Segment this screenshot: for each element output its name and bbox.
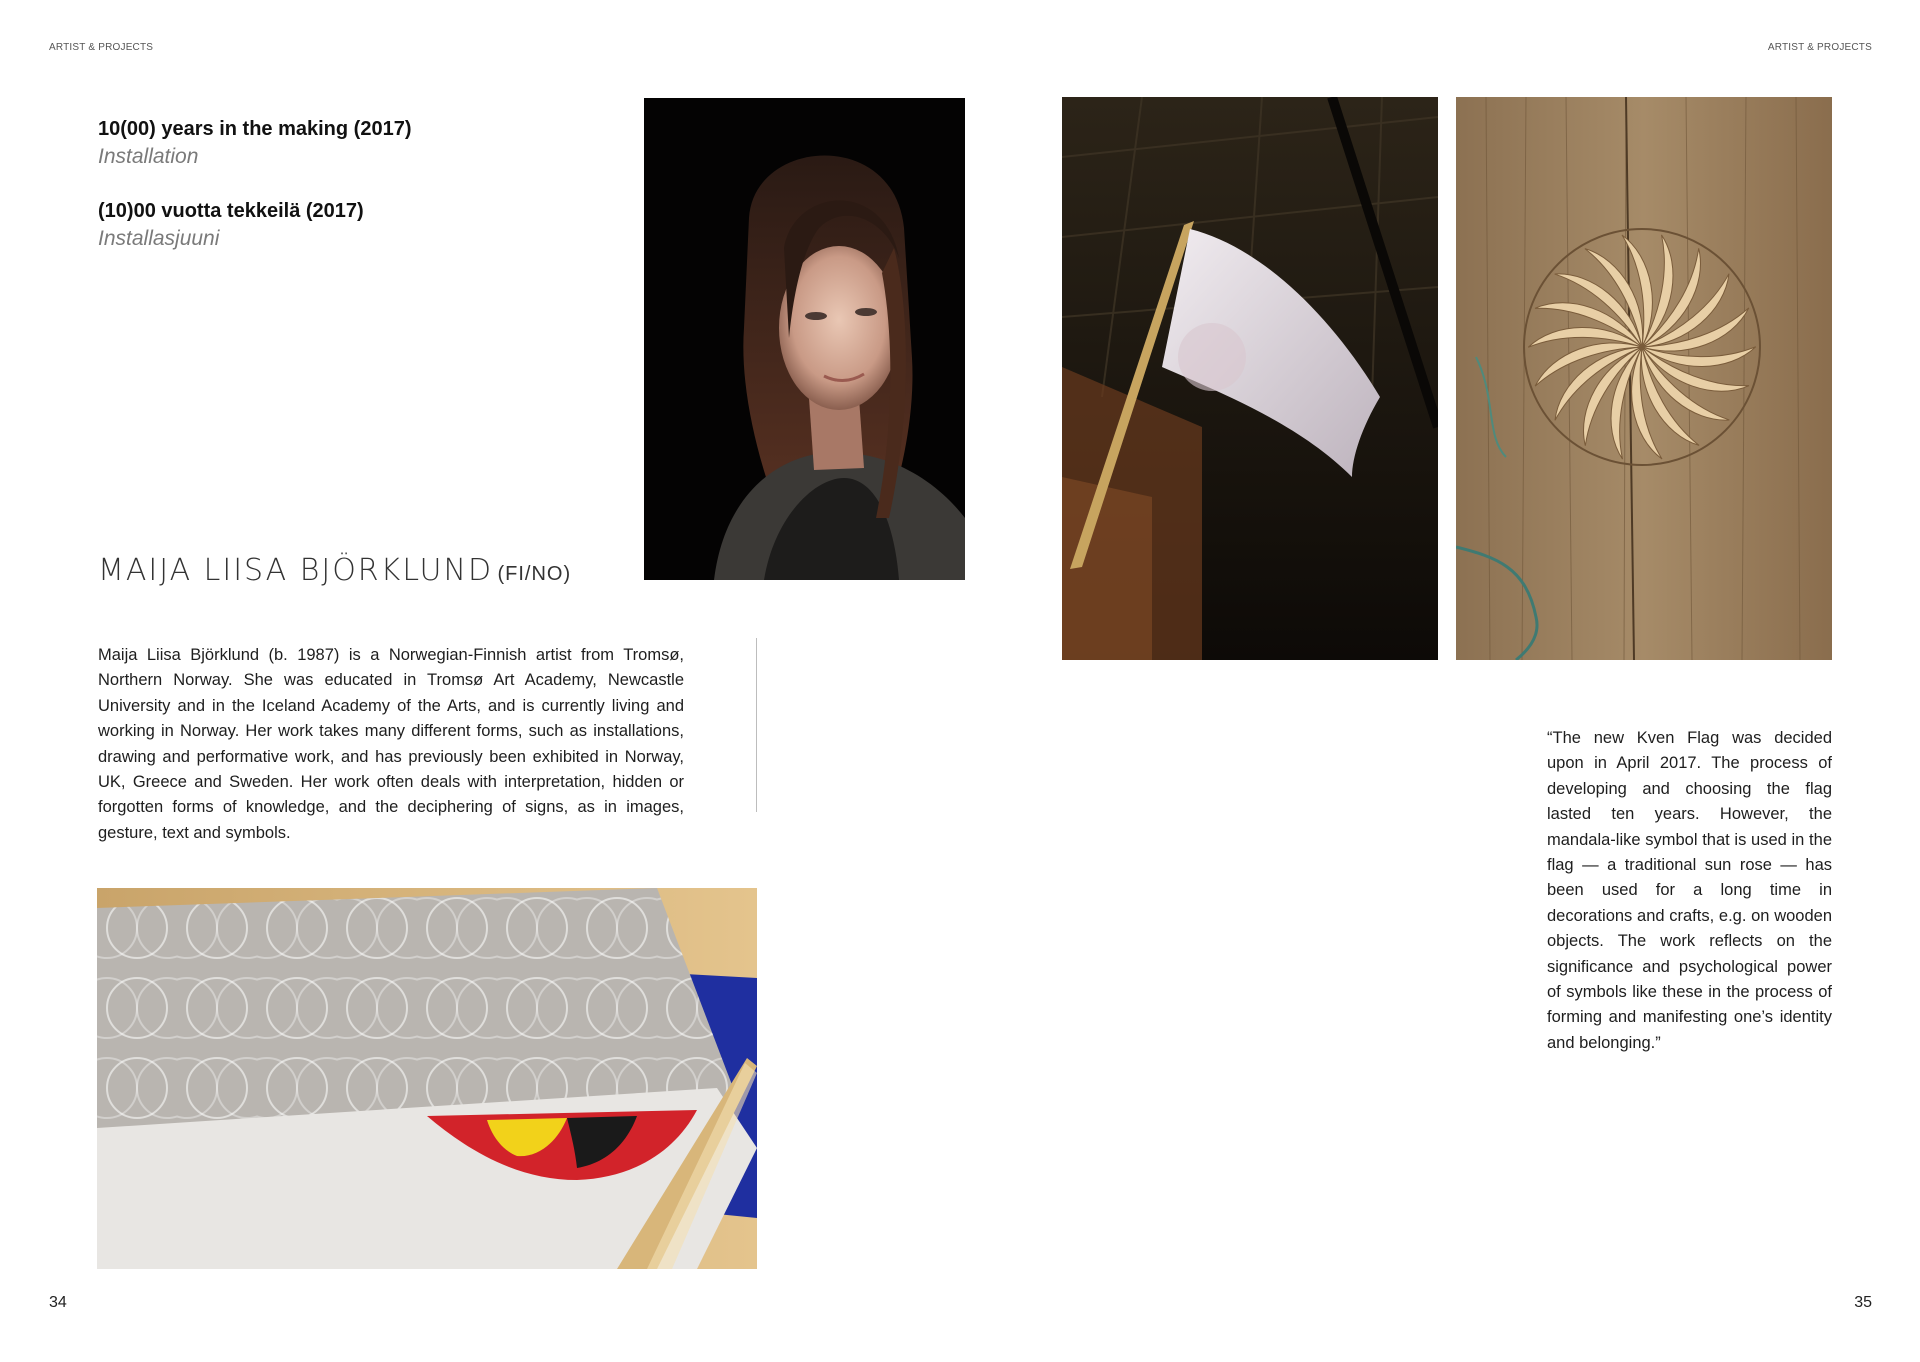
artist-quote: “The new Kven Flag was decided upon in April 2017. The process of developing and choosing the flag lasted ten years. However, the mandala-like symbol that is used in the flag — a traditional sun rose — has been used for a long time in decorations and crafts, e.g. on wooden objects. The work reflects on the significance and psychological power of symbols like these in the process of forming and manifesting one’s identity and belonging.” — [1547, 729, 1832, 1052]
work-title-block — [98, 116, 578, 252]
flag-installation-photo — [1062, 97, 1438, 660]
artist-heading — [98, 553, 571, 588]
sun-rose-carving-photo — [1456, 97, 1832, 660]
work-title-fi: (10)00 vuotta tekkeilä (2017) — [98, 200, 364, 222]
work-title-en: 10(00) years in the making (2017) — [98, 118, 412, 140]
portrait-photo — [644, 98, 965, 580]
right-page-number: 35 — [1854, 1294, 1872, 1311]
work-type-fi: Installasjuuni — [98, 227, 220, 250]
work-type-en: Installation — [98, 145, 199, 168]
right-running-head: ARTIST & PROJECTS — [1767, 42, 1872, 53]
left-running-head: ARTIST & PROJECTS — [49, 42, 154, 53]
artist-origin: (FI/NO) — [497, 563, 572, 585]
artist-name: MAIJA LIISA BJÖRKLUND — [98, 553, 494, 588]
column-divider — [756, 638, 757, 812]
left-page-number: 34 — [49, 1294, 67, 1311]
artist-bio: Maija Liisa Björklund (b. 1987) is a Norwegian-Finnish artist from Tromsø, Northern Norway. She was educated in Tromsø Art Academy, Newcastle University and in the Iceland Academy of the Arts, and is currently living and working in Norway. Her work takes many different forms, such as installations, drawing and performative work, and has previously been exhibited in Norway, UK, Greece and Sweden. Her work often deals with interpretation, hidden or forgotten forms of knowledge, and the deciphering of signs, as in images, gesture, text and symbols. — [98, 646, 684, 842]
flag-fabric-detail-photo — [97, 888, 757, 1269]
